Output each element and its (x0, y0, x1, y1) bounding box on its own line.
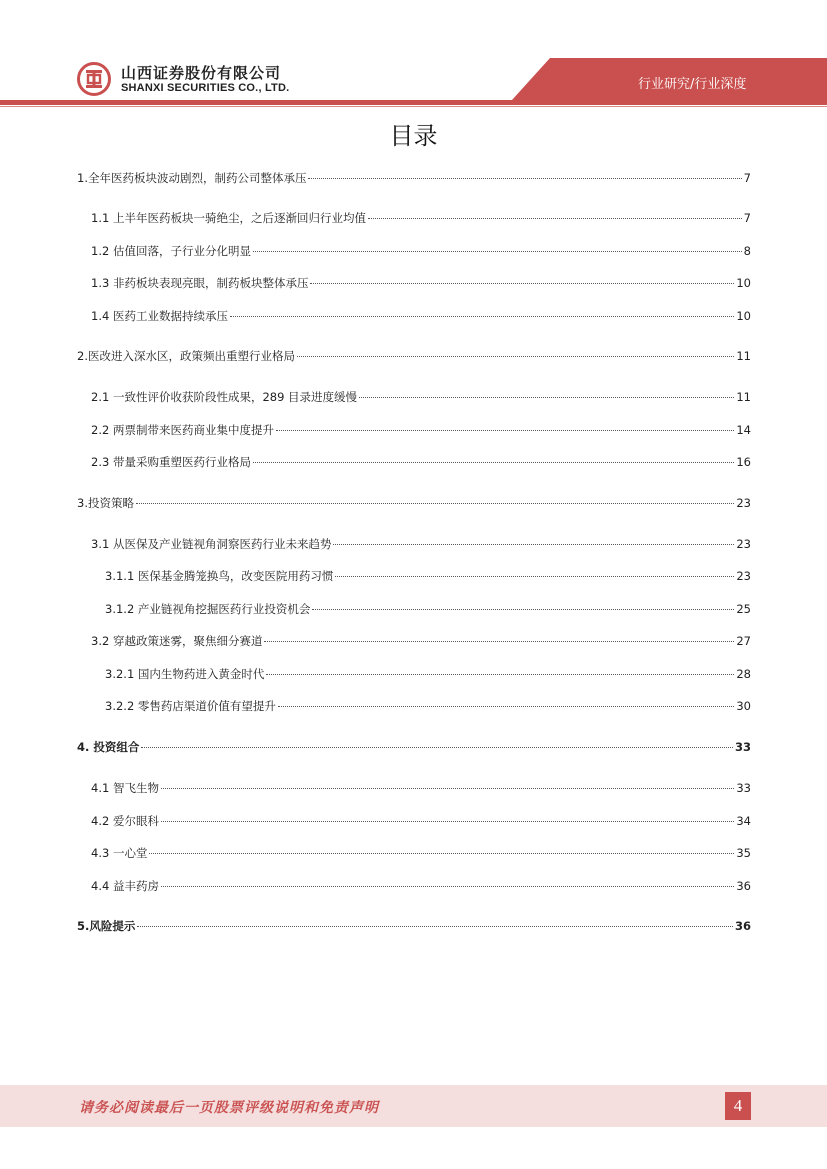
toc-entry-page: 7 (743, 171, 751, 185)
toc-leader-dots (308, 178, 741, 179)
toc-entry[interactable] (91, 307, 751, 325)
toc-entry[interactable] (105, 697, 751, 715)
company-name-cn: 山西证券股份有限公司 (121, 64, 282, 82)
toc-entry-title: 3.2.2 零售药店渠道价值有望提升 (105, 699, 276, 713)
report-category: 行业研究/行业深度 (638, 77, 747, 92)
toc-entry[interactable] (77, 169, 751, 187)
toc-entry-page: 36 (734, 919, 751, 933)
toc-entry-page: 23 (736, 537, 751, 551)
toc-entry[interactable] (91, 535, 751, 553)
shanxi-securities-logo-icon (77, 62, 111, 96)
toc-leader-dots (310, 283, 734, 284)
toc-entry[interactable] (105, 665, 751, 683)
toc-entry[interactable] (91, 632, 751, 650)
toc-leader-dots (161, 886, 734, 887)
toc-leader-dots (278, 706, 734, 707)
toc-leader-dots (335, 576, 734, 577)
toc-entry-title: 2.3 带量采购重塑医药行业格局 (91, 455, 251, 469)
toc-entry-page: 11 (736, 390, 751, 404)
toc-entry-title: 2.医改进入深水区，政策频出重塑行业格局 (77, 349, 295, 363)
company-name-en: SHANXI SECURITIES CO., LTD. (121, 82, 290, 94)
toc-entry-page: 11 (736, 349, 751, 363)
toc-entry-title: 1.4 医药工业数据持续承压 (91, 309, 228, 323)
toc-leader-dots (368, 218, 742, 219)
toc-entry-page: 28 (736, 667, 751, 681)
toc-entry[interactable] (91, 453, 751, 471)
toc-leader-dots (141, 747, 733, 748)
page-number: 4 (725, 1092, 751, 1120)
toc-entry-title: 4.4 益丰药房 (91, 879, 159, 893)
toc-entry-page: 14 (736, 423, 751, 437)
toc-entry[interactable] (77, 917, 751, 935)
page-header (0, 0, 827, 110)
toc-entry[interactable] (91, 844, 751, 862)
toc-entry-title: 4.2 爱尔眼科 (91, 814, 159, 828)
toc-entry-title: 3.1.2 产业链视角挖掘医药行业投资机会 (105, 602, 311, 616)
toc-entry-title: 4.3 一心堂 (91, 846, 148, 860)
toc-entry-page: 7 (743, 211, 751, 225)
toc-entry-title: 1.2 估值回落，子行业分化明显 (91, 244, 251, 258)
toc-entry[interactable] (91, 209, 751, 227)
toc-entry-title: 3.1.1 医保基金腾笼换鸟，改变医院用药习惯 (105, 569, 334, 583)
header-divider (0, 100, 827, 105)
toc-entry[interactable] (91, 779, 751, 797)
toc-leader-dots (253, 462, 734, 463)
header-divider-thin (0, 106, 827, 107)
toc-entry[interactable] (105, 567, 751, 585)
toc-entry-page: 10 (736, 309, 751, 323)
toc-entry-title: 3.1 从医保及产业链视角洞察医药行业未来趋势 (91, 537, 332, 551)
toc-leader-dots (297, 356, 734, 357)
toc-entry[interactable] (77, 347, 751, 365)
toc-leader-dots (136, 503, 734, 504)
toc-entry-page: 30 (736, 699, 751, 713)
toc-entry-page: 36 (736, 879, 751, 893)
toc-title: 目录 (389, 122, 438, 150)
toc-leader-dots (312, 609, 734, 610)
toc-entry-title: 1.1 上半年医药板块一骑绝尘，之后逐渐回归行业均值 (91, 211, 366, 225)
toc-entry-title: 1.全年医药板块波动剧烈，制药公司整体承压 (77, 171, 307, 185)
toc-entry[interactable] (77, 738, 751, 756)
toc-entry-page: 33 (736, 781, 751, 795)
toc-entry-title: 3.投资策略 (77, 496, 134, 510)
toc-entry[interactable] (105, 600, 751, 618)
toc-leader-dots (266, 674, 734, 675)
toc-leader-dots (230, 316, 734, 317)
toc-entry-page: 10 (736, 276, 751, 290)
toc-entry[interactable] (91, 421, 751, 439)
disclaimer-note: 请务必阅读最后一页股票评级说明和免责声明 (79, 1100, 379, 1116)
toc-entry-page: 23 (736, 496, 751, 510)
toc-entry-title: 3.2.1 国内生物药进入黄金时代 (105, 667, 265, 681)
toc-entry[interactable] (91, 877, 751, 895)
toc-leader-dots (161, 821, 734, 822)
toc-entry-page: 33 (734, 740, 751, 754)
toc-entry-title: 1.3 非药板块表现亮眼，制药板块整体承压 (91, 276, 309, 290)
toc-entry[interactable] (91, 274, 751, 292)
toc-entry-page: 35 (736, 846, 751, 860)
toc-leader-dots (264, 641, 734, 642)
toc-entry[interactable] (77, 494, 751, 512)
toc-leader-dots (359, 397, 734, 398)
toc-entry-title: 3.2 穿越政策迷雾，聚焦细分赛道 (91, 634, 263, 648)
toc-entry-title: 2.1 一致性评价收获阶段性成果，289 目录进度缓慢 (91, 390, 358, 404)
toc-entry-page: 23 (736, 569, 751, 583)
toc-entry[interactable] (91, 388, 751, 406)
toc-leader-dots (333, 544, 734, 545)
toc-leader-dots (161, 788, 734, 789)
toc-leader-dots (276, 430, 734, 431)
toc-entry[interactable] (91, 812, 751, 830)
toc-entry[interactable] (91, 242, 751, 260)
toc-leader-dots (149, 853, 734, 854)
toc-entry-page: 27 (736, 634, 751, 648)
toc-entry-title: 5.风险提示 (77, 919, 136, 933)
toc-entry-page: 34 (736, 814, 751, 828)
toc-entry-title: 4. 投资组合 (77, 740, 140, 754)
toc-entry-title: 4.1 智飞生物 (91, 781, 159, 795)
toc-entry-page: 8 (743, 244, 751, 258)
toc-entry-title: 2.2 两票制带来医药商业集中度提升 (91, 423, 274, 437)
toc-entry-page: 25 (736, 602, 751, 616)
toc-leader-dots (253, 251, 742, 252)
toc-entry-page: 16 (736, 455, 751, 469)
toc-leader-dots (137, 926, 733, 927)
